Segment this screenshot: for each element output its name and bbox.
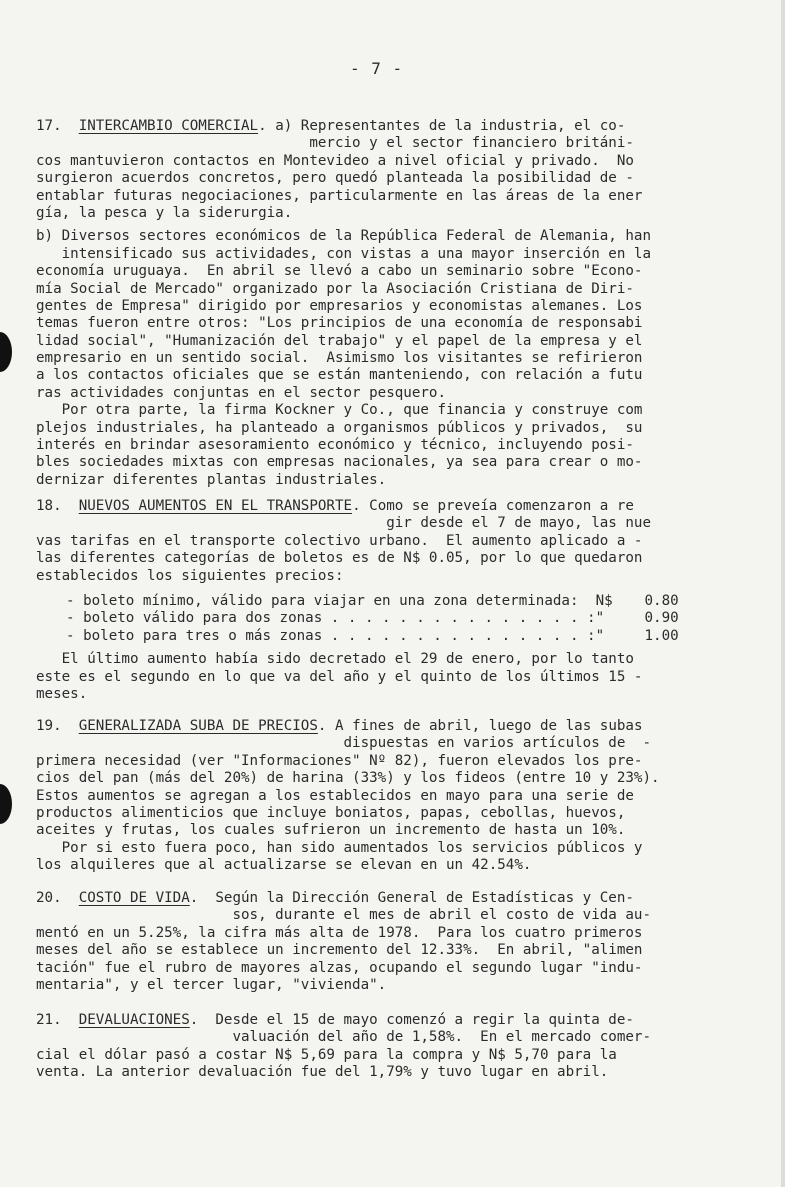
body-line: aceites y frutas, los cuales sufrieron un incremento de hasta un 10%. — [36, 822, 626, 839]
body-line: interés en brindar asesoramiento económico y técnico, incluyendo posi- — [36, 437, 634, 454]
section-title: NUEVOS AUMENTOS EN EL TRANSPORTE — [78, 498, 353, 514]
body-line: Por otra parte, la firma Kockner y Co., que financia y construye com — [36, 402, 643, 419]
body-line: meses del año se establece un incremento del 12.33%. En abril, "alimen — [36, 942, 643, 959]
punch-hole-top — [0, 332, 12, 372]
body-line: intensificado sus actividades, con vistas a una mayor inserción en la — [36, 245, 651, 262]
body-line: temas fueron entre otros: "Los principios de una economía de responsabi — [36, 315, 643, 332]
section-17: 17. INTERCAMBIO COMERCIAL. a) Representantes de la industria, el co- mercio y el sector financiero británi- cos mantuvieron contactos en Montevideo a nivel oficial y privado. No surgieron acuerdos concretos, pero quedó planteada la posibilidad de - entablar futuras negociaciones, particularmente en las áreas de la ener gía, la pesca y la siderurgia. b) Diversos sectores económicos de la República Federal de Alemania, han intensificado sus actividades, con vistas a una mayor inserción en la economía uruguaya. En abril se llevó a cabo un seminario sobre "Econo- mía Social de Mercado" organizado por la Asociación Cristiana de Diri- gentes de Empresa" dirigido por empresarios y economistas alemanes. Los temas fueron entre otros: "Los principios de una economía de responsabi lidad social", "Humanización del trabajo" y el papel de la empresa y el empresario en un sentido social. Asimismo los visitantes se refirieron a los contactos oficiales que se están manteniendo, con relación a futu ras actividades conjuntas en el sector pesquero. Por otra parte, la firma Kockner y Co., que financia y construye com plejos industriales, ha planteado a organismos públicos y privados, su interés en brindar asesoramiento económico y técnico, incluyendo posi- bles sociedades mixtas con empresas nacionales, ya sea para crear o mo- dernizar diferentes plantas industriales. — [36, 118, 760, 489]
price-currency: N$ — [595, 592, 613, 609]
lead-line: Como se preveía comenzaron a re — [369, 498, 634, 514]
page-edge-shadow — [781, 0, 785, 1187]
lead-line: mercio y el sector financiero británi- — [283, 135, 634, 152]
punch-hole-bottom — [0, 784, 12, 824]
body-line: bles sociedades mixtas con empresas nacionales, ya sea para crear o mo- — [36, 454, 643, 471]
body-line: surgieron acuerdos concretos, pero quedó planteada la posibilidad de - — [36, 170, 634, 187]
body-line: las diferentes categorías de boletos es de N$ 0.05, por lo que quedaron — [36, 550, 643, 567]
section-number: 17. — [36, 118, 62, 134]
price-value: 0.80 — [644, 592, 679, 609]
section-number: 18. — [36, 498, 62, 514]
body-line: cios del pan (más del 20%) de harina (33%) y los fideos (entre 10 y 23%). — [36, 770, 660, 787]
section-19: 19. GENERALIZADA SUBA DE PRECIOS. A fines de abril, luego de las subas dispuestas en varios artículos de - primera necesidad (ver "Informaciones" Nº 82), fueron elevados los pre- cios del pan (más del 20%) de harina (33%) y los fideos (entre 10 y 23%). Estos aumentos se agregan a los establecidos en mayo para una serie de productos alimenticios que incluye boniatos, papas, cebollas, huevos, aceites y frutas, los cuales sufrieron un incremento de hasta un 10%. Por si esto fuera poco, han sido aumentados los servicios públicos y los alquileres que al actualizarse se elevan en un 42.54%. — [36, 718, 760, 875]
lead-line: A fines de abril, luego de las subas — [334, 718, 643, 734]
price-currency: " — [595, 627, 605, 644]
body-line: El último aumento había sido decretado el 29 de enero, por lo tanto — [36, 651, 634, 668]
price-currency: " — [595, 610, 605, 627]
body-line: establecidos los siguientes precios: — [36, 567, 344, 584]
body-line: empresario en un sentido social. Asimismo los visitantes se refirieron — [36, 350, 643, 367]
price-row — [66, 610, 679, 627]
body-line: cial el dólar pasó a costar N$ 5,69 para la compra y N$ 5,70 para la — [36, 1046, 617, 1063]
body-line: ras actividades conjuntas en el sector pesquero. — [36, 384, 446, 401]
price-row — [66, 593, 679, 610]
section-title: GENERALIZADA SUBA DE PRECIOS — [78, 718, 318, 734]
price-value: 1.00 — [644, 627, 679, 644]
body-line: plejos industriales, ha planteado a organismos públicos y privados, su — [36, 419, 643, 436]
price-item: - boleto mínimo, válido para viajar en una zona determinada: — [66, 592, 579, 609]
price-list — [66, 593, 679, 645]
lead-line: gir desde el 7 de mayo, las nue — [386, 515, 652, 532]
body-line: cos mantuvieron contactos en Montevideo a nivel oficial y privado. No — [36, 152, 634, 169]
section-21: 21. DEVALUACIONES. Desde el 15 de mayo comenzó a regir la quinta de- valuación del año de 1,58%. En el mercado comer- cial el dólar pasó a costar N$ 5,69 para la compra y N$ 5,70 para la venta. La anterior devaluación fue del 1,79% y tuvo lugar en abril. — [36, 1012, 760, 1082]
body-line: este es el segundo en lo que va del año y el quinto de los últimos 15 - — [36, 668, 643, 685]
lead-line: Desde el 15 de mayo comenzó a regir la quinta de- — [215, 1012, 634, 1028]
body-line: mía Social de Mercado" organizado por la Asociación Cristiana de Diri- — [36, 280, 634, 297]
body-line: vas tarifas en el transporte colectivo urbano. El aumento aplicado a - — [36, 532, 643, 549]
body-line: gentes de Empresa" dirigido por empresarios y economistas alemanes. Los — [36, 297, 643, 314]
section-20: 20. COSTO DE VIDA. Según la Dirección General de Estadísticas y Cen- sos, durante el mes de abril el costo de vida au- mentó en un 5.25%, la cifra más alta de 1978. Para los cuatro primeros meses del año se establece un incremento del 12.33%. En abril, "alimen tación" fue el rubro de mayores alzas, ocupando el segundo lugar "indu- mentaria", y el tercer lugar, "vivienda". — [36, 890, 760, 994]
body-line: dernizar diferentes plantas industriales. — [36, 471, 387, 488]
lead-line: sos, durante el mes de abril el costo de vida au- — [232, 907, 652, 924]
lead-line: valuación del año de 1,58%. En el mercado comer- — [232, 1029, 652, 1046]
body-line: productos alimenticios que incluye boniatos, papas, cebollas, huevos, — [36, 804, 626, 821]
body-line: gía, la pesca y la siderurgia. — [36, 204, 293, 221]
price-item: - boleto para tres o más zonas . . . . . . . . . . . . . . . : — [66, 627, 596, 644]
body-line: a los contactos oficiales que se están manteniendo, con relación a futu — [36, 367, 643, 384]
body-line: economía uruguaya. En abril se llevó a cabo un seminario sobre "Econo- — [36, 263, 643, 280]
section-number: 21. — [36, 1012, 62, 1028]
body-line: lidad social", "Humanización del trabajo" y el papel de la empresa y el — [36, 332, 643, 349]
price-value: 0.90 — [644, 610, 679, 627]
body-line: venta. La anterior devaluación fue del 1,79% y tuvo lugar en abril. — [36, 1064, 609, 1081]
page-number: - 7 - — [350, 59, 404, 78]
body-line: b) Diversos sectores económicos de la República Federal de Alemania, han — [36, 228, 651, 245]
section-title: INTERCAMBIO COMERCIAL — [78, 118, 259, 134]
body-line: entablar futuras negociaciones, particularmente en las áreas de la ener — [36, 187, 643, 204]
body-line: tación" fue el rubro de mayores alzas, ocupando el segundo lugar "indu- — [36, 959, 643, 976]
body-line: primera necesidad (ver "Informaciones" Nº 82), fueron elevados los pre- — [36, 752, 643, 769]
body-line: Por si esto fuera poco, han sido aumentados los servicios públicos y — [36, 839, 643, 856]
section-title: COSTO DE VIDA — [78, 890, 190, 906]
price-row — [66, 628, 679, 645]
price-item: - boleto válido para dos zonas . . . . . . . . . . . . . . . : — [66, 610, 596, 627]
section-number: 20. — [36, 890, 62, 906]
section-number: 19. — [36, 718, 62, 734]
body-line: mentaria", y el tercer lugar, "vivienda". — [36, 976, 387, 993]
lead-line: Según la Dirección General de Estadísticas y Cen- — [215, 890, 634, 906]
body-line: los alquileres que al actualizarse se elevan en un 42.54%. — [36, 857, 532, 874]
body-line: mentó en un 5.25%, la cifra más alta de 1978. Para los cuatro primeros — [36, 924, 643, 941]
section-title: DEVALUACIONES — [78, 1012, 190, 1028]
lead-line: a) Representantes de la industria, el co- — [275, 118, 626, 134]
section-18: 18. NUEVOS AUMENTOS EN EL TRANSPORTE. Como se preveía comenzaron a re gir desde el 7 de mayo, las nue vas tarifas en el transporte colectivo urbano. El aumento aplicado a - las diferentes categorías de boletos es de N$ 0.05, por lo que quedaron establecidos los siguientes precios: - boleto mínimo, válido para viajar en una zona determinada: N$ 0.80 - boleto válido para dos zonas . . . . . . . . . . . . . . . : " 0.90 - boleto para tres o más zonas . . . . . . . . . . . . . . . : " 1.00 El último aumento había sido decretado el 29 de enero, por lo tanto este es el segundo en lo que va del año y el quinto de los últimos 15 - meses. — [36, 498, 760, 703]
lead-line: dispuestas en varios artículos de - — [343, 735, 651, 752]
body-line: Estos aumentos se agregan a los establecidos en mayo para una serie de — [36, 787, 634, 804]
body-line: meses. — [36, 685, 88, 702]
